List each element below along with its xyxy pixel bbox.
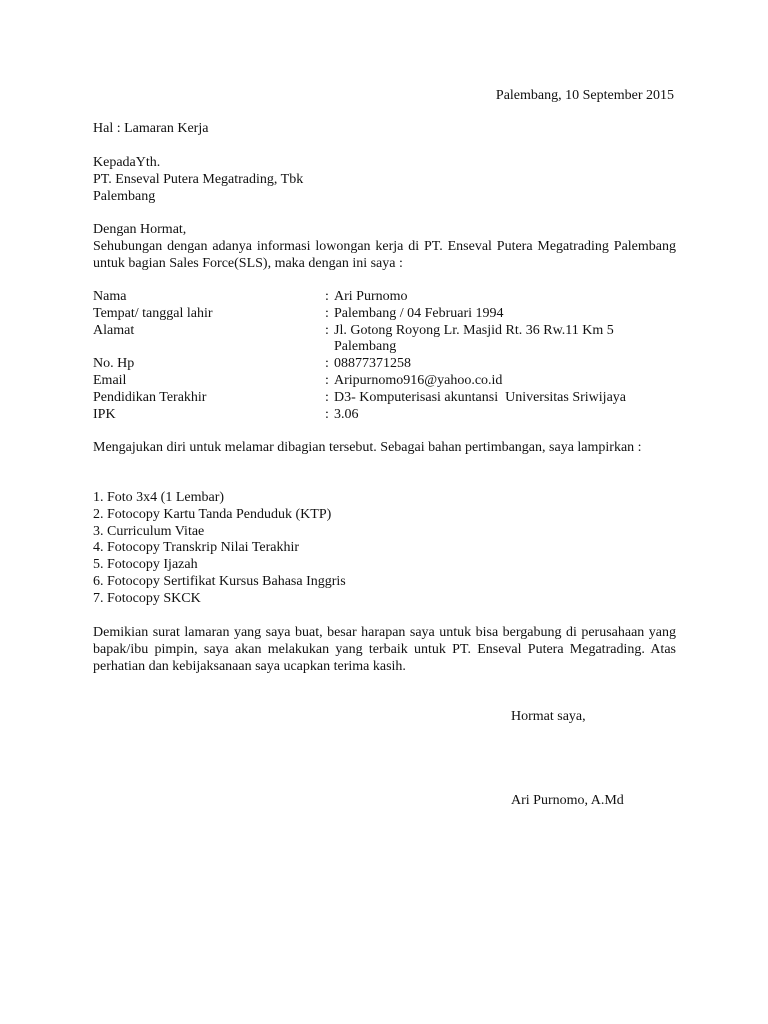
detail-value: 08877371258 (334, 356, 411, 372)
detail-row-birth (93, 306, 676, 323)
detail-label: Nama (93, 289, 127, 304)
detail-label: Email (93, 372, 127, 388)
detail-row-name (93, 289, 676, 306)
list-item: 4. Fotocopy Transkrip Nilai Terakhir (93, 540, 300, 556)
detail-label-empty (93, 339, 325, 356)
detail-colon: : (325, 406, 329, 422)
list-item: 3. Curriculum Vitae (93, 523, 205, 539)
recipient-block (93, 155, 303, 205)
date-line: Palembang, 10 September 2015 (495, 88, 674, 103)
detail-label: IPK (93, 406, 116, 422)
detail-value: Palembang (334, 339, 397, 355)
recipient-company: PT. Enseval Putera Megatrading, Tbk (93, 171, 304, 187)
salutation: Dengan Hormat, (93, 222, 187, 237)
recipient-greeting: KepadaYth. (93, 155, 161, 170)
detail-row-education (93, 390, 676, 407)
detail-colon: : (325, 356, 329, 372)
detail-row-gpa (93, 407, 676, 424)
detail-colon: : (325, 305, 329, 321)
apply-paragraph: Mengajukan diri untuk melamar dibagian tersebut. Sebagai bahan pertimbangan, saya lampirkan : (93, 440, 642, 455)
detail-colon: : (325, 289, 329, 304)
closing-paragraph: Demikian surat lamaran yang saya buat, besar harapan saya untuk bisa bergabung di perusahaan yang bapak/ibu pimpin, saya akan melakukan yang terbaik untuk PT. Enseval Putera Megatrading. Atas perhatian dan kebijaksanaan saya ucapkan terima kasih. (93, 625, 676, 674)
list-item: 2. Fotocopy Kartu Tanda Penduduk (KTP) (93, 506, 332, 522)
detail-colon: : (325, 322, 329, 338)
list-item: 6. Fotocopy Sertifikat Kursus Bahasa Inggris (93, 573, 346, 589)
detail-row-address (93, 323, 676, 340)
signature-name: Ari Purnomo, A.Md (511, 793, 624, 808)
detail-value: Jl. Gotong Royong Lr. Masjid Rt. 36 Rw.11 Km 5 (334, 322, 614, 338)
detail-value: Palembang / 04 Februari 1994 (334, 305, 504, 321)
detail-row-address-continued (93, 339, 676, 356)
detail-label: Alamat (93, 322, 135, 338)
detail-value: 3.06 (334, 406, 359, 422)
list-item: 7. Fotocopy SKCK (93, 590, 201, 606)
detail-label: Tempat/ tanggal lahir (93, 305, 213, 321)
detail-colon: : (325, 389, 329, 405)
list-item: 5. Fotocopy Ijazah (93, 557, 198, 573)
intro-paragraph: Sehubungan dengan adanya informasi lowongan kerja di PT. Enseval Putera Megatrading Palembang untuk bagian Sales Force(SLS), maka dengan ini saya : (93, 238, 676, 271)
subject-line: Hal : Lamaran Kerja (93, 121, 209, 136)
applicant-details (93, 289, 676, 423)
detail-label: Pendidikan Terakhir (93, 389, 207, 405)
detail-row-phone (93, 356, 676, 373)
recipient-city: Palembang (93, 188, 156, 204)
detail-colon: : (325, 372, 329, 388)
detail-colon-empty (325, 339, 334, 356)
detail-row-email (93, 373, 676, 390)
detail-value: Aripurnomo916@yahoo.co.id (334, 372, 503, 388)
detail-value: Ari Purnomo (334, 289, 408, 304)
list-item: 1. Foto 3x4 (1 Lembar) (93, 490, 225, 505)
opening-block (93, 222, 676, 272)
detail-value: D3- Komputerisasi akuntansi Universitas Sriwijaya (334, 389, 627, 405)
attachment-list (93, 490, 346, 608)
detail-label: No. Hp (93, 356, 135, 372)
signoff: Hormat saya, (511, 709, 586, 724)
letter-page (93, 0, 676, 1024)
